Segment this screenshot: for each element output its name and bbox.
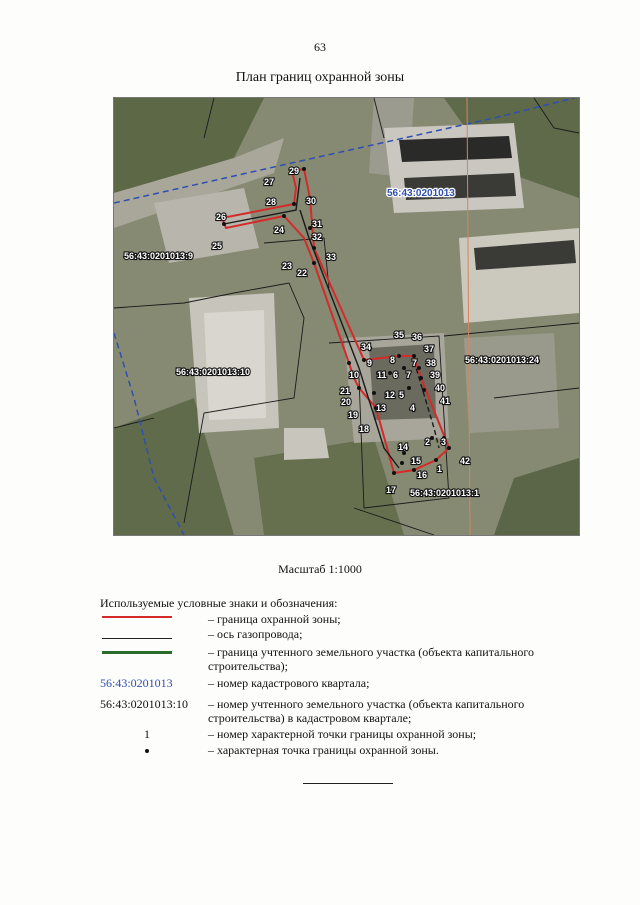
parcel-label-9: 56:43:0201013:9 xyxy=(124,251,194,261)
point-label: 35 xyxy=(394,330,405,340)
point-label: 20 xyxy=(341,397,352,407)
point-label: 38 xyxy=(426,358,437,368)
point-label: 37 xyxy=(424,344,435,354)
point-label: 39 xyxy=(430,370,441,380)
point-label: 36 xyxy=(412,332,423,342)
page-title: План границ охранной зоны xyxy=(235,70,405,85)
point-label: 16 xyxy=(417,470,428,480)
point-label: 30 xyxy=(306,196,317,206)
point-label: 24 xyxy=(274,225,285,235)
point-label: 12 xyxy=(385,390,396,400)
point-label: 18 xyxy=(359,424,370,434)
point-label: 19 xyxy=(348,410,359,420)
map-image xyxy=(113,97,580,536)
quarter-label: 56:43:0201013 xyxy=(387,188,455,199)
point-label: 11 xyxy=(377,370,387,380)
point-label: 8 xyxy=(390,355,396,365)
point-label: 6 xyxy=(393,370,399,380)
signature-line xyxy=(303,783,393,784)
point-label: 25 xyxy=(212,241,223,251)
legend-heading: Используемые условные знаки и обозначения: xyxy=(100,596,338,610)
point-label: 3 xyxy=(441,437,447,447)
point-label: 41 xyxy=(440,396,451,406)
green-line-symbol xyxy=(102,651,172,654)
point-label: 33 xyxy=(326,252,337,262)
point-label: 26 xyxy=(216,212,227,222)
point-label: 32 xyxy=(312,232,323,242)
point-label: 14 xyxy=(398,442,409,452)
point-label: 10 xyxy=(349,370,360,380)
point-label: 17 xyxy=(386,485,397,495)
point-label: 21 xyxy=(340,386,351,396)
point-label: 40 xyxy=(435,383,446,393)
point-label: 13 xyxy=(376,403,387,413)
point-dot-symbol xyxy=(145,749,149,753)
parcel-label-10: 56:43:0201013:10 xyxy=(176,367,251,377)
point-label: 23 xyxy=(282,261,293,271)
point-label: 2 xyxy=(425,437,431,447)
point-label: 28 xyxy=(266,197,277,207)
scale-text: Масштаб 1:1000 xyxy=(278,562,362,576)
point-label: 31 xyxy=(312,219,323,229)
point-label: 7 xyxy=(406,370,412,380)
point-label: 42 xyxy=(460,456,471,466)
parcel-label-24: 56:43:0201013:24 xyxy=(465,355,540,365)
point-label: 22 xyxy=(297,268,308,278)
point-label: 1 xyxy=(437,464,443,474)
point-label: 27 xyxy=(264,177,275,187)
parcel-label-1: 56:43:0201013:1 xyxy=(410,488,480,498)
point-label: 29 xyxy=(289,166,300,176)
red-line-symbol xyxy=(102,616,172,618)
point-label: 5 xyxy=(399,390,405,400)
point-label: 4 xyxy=(410,403,416,413)
point-label: 34 xyxy=(361,342,372,352)
black-line-symbol xyxy=(102,638,172,639)
point-label: 7 xyxy=(412,358,418,368)
point-label: 9 xyxy=(367,358,373,368)
page-number: 63 xyxy=(314,40,326,54)
point-label: 15 xyxy=(411,456,422,466)
